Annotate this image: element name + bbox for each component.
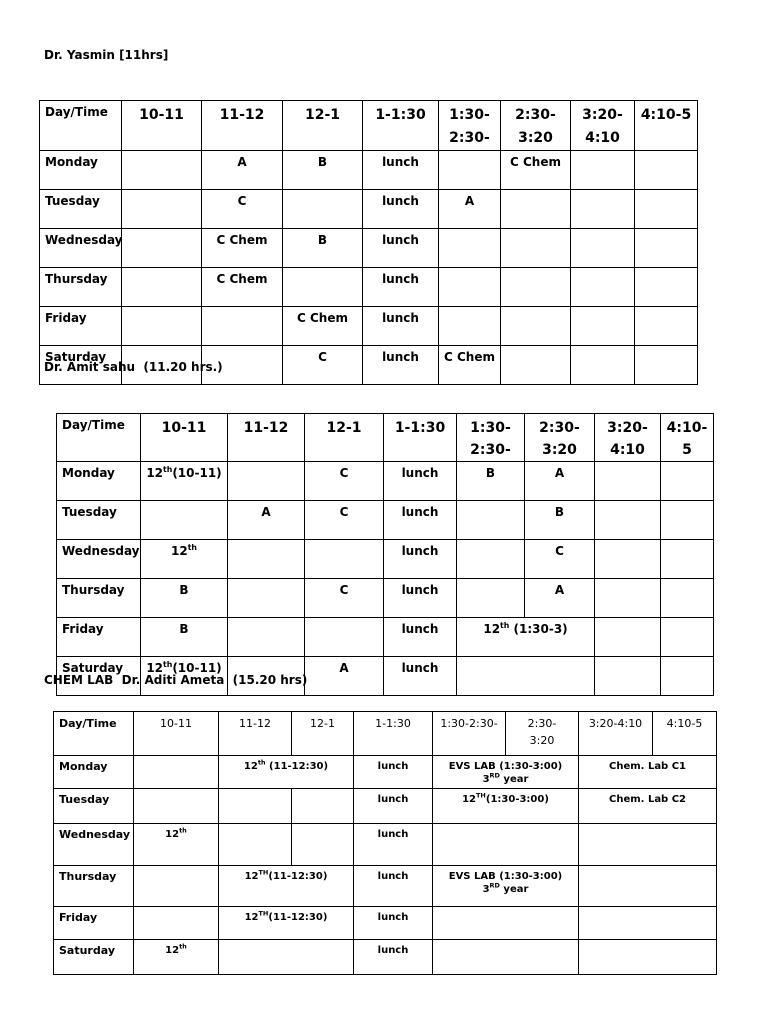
slot-cell: Chem. Lab C1 xyxy=(579,756,717,789)
day-cell: Tuesday xyxy=(57,501,141,540)
table-row xyxy=(54,866,717,907)
slot-cell xyxy=(579,940,717,975)
day-cell: Wednesday xyxy=(40,229,122,268)
header-cell: 11-12 xyxy=(228,414,305,462)
slot-cell xyxy=(501,190,571,229)
header-cell: 12-1 xyxy=(305,414,384,462)
header-cell: Day/Time xyxy=(57,414,141,462)
slot-cell xyxy=(202,307,283,346)
timetable-title-chem-lab: CHEM LAB Dr. Aditi Ameta (15.20 hrs) xyxy=(44,673,308,687)
slot-cell: C Chem xyxy=(202,229,283,268)
slot-cell: C xyxy=(525,540,595,579)
header-cell: 3:20- 4:10 xyxy=(571,101,635,151)
slot-cell xyxy=(571,268,635,307)
slot-cell xyxy=(433,824,579,866)
table-row xyxy=(54,824,717,866)
slot-cell xyxy=(501,229,571,268)
slot-cell xyxy=(122,307,202,346)
table-row xyxy=(40,229,698,268)
slot-cell: lunch xyxy=(354,756,433,789)
day-cell: Friday xyxy=(54,907,134,940)
slot-cell: EVS LAB (1:30-3:00) 3RD year xyxy=(433,756,579,789)
header-cell: 1-1:30 xyxy=(384,414,457,462)
day-cell: Saturday xyxy=(57,657,141,696)
slot-cell: A xyxy=(525,579,595,618)
slot-cell xyxy=(134,756,219,789)
slot-cell xyxy=(635,346,698,385)
slot-cell: C xyxy=(305,462,384,501)
header-cell: 2:30- 3:20 xyxy=(525,414,595,462)
slot-cell: C Chem xyxy=(439,346,501,385)
table-row xyxy=(57,540,714,579)
slot-cell xyxy=(579,907,717,940)
day-cell: Saturday xyxy=(54,940,134,975)
slot-cell xyxy=(661,618,714,657)
slot-cell: A xyxy=(439,190,501,229)
slot-cell: lunch xyxy=(363,346,439,385)
header-cell: 3:20-4:10 xyxy=(579,712,653,756)
header-cell: Day/Time xyxy=(54,712,134,756)
slot-cell xyxy=(501,307,571,346)
slot-cell xyxy=(595,540,661,579)
header-cell: 1:30-2:30- xyxy=(433,712,506,756)
table-row xyxy=(54,940,717,975)
header-row xyxy=(54,712,717,756)
table-row xyxy=(57,462,714,501)
slot-cell xyxy=(571,307,635,346)
slot-cell: Chem. Lab C2 xyxy=(579,789,717,824)
slot-cell: A xyxy=(305,657,384,696)
header-row xyxy=(40,101,698,151)
slot-cell: C xyxy=(202,190,283,229)
day-cell: Tuesday xyxy=(54,789,134,824)
slot-cell xyxy=(457,501,525,540)
slot-cell xyxy=(219,824,292,866)
slot-cell xyxy=(439,229,501,268)
slot-cell xyxy=(292,824,354,866)
day-cell: Thursday xyxy=(54,866,134,907)
slot-cell xyxy=(292,789,354,824)
slot-cell xyxy=(228,579,305,618)
slot-cell: 12th (1:30-3) xyxy=(457,618,595,657)
slot-cell: lunch xyxy=(354,866,433,907)
slot-cell xyxy=(595,462,661,501)
slot-cell: 12th (11-12:30) xyxy=(219,756,354,789)
slot-cell xyxy=(635,229,698,268)
slot-cell: lunch xyxy=(354,907,433,940)
slot-cell: C Chem xyxy=(501,151,571,190)
slot-cell: lunch xyxy=(354,824,433,866)
slot-cell: lunch xyxy=(384,618,457,657)
header-row xyxy=(57,414,714,462)
slot-cell xyxy=(571,346,635,385)
slot-cell: C xyxy=(305,579,384,618)
header-cell: 3:20- 4:10 xyxy=(595,414,661,462)
day-cell: Saturday xyxy=(40,346,122,385)
slot-cell: A xyxy=(228,501,305,540)
header-cell: 4:10-5 xyxy=(653,712,717,756)
header-cell: 1:30- 2:30- xyxy=(457,414,525,462)
timetable-title-amit-sahu: Dr. Amit sahu (11.20 hrs.) xyxy=(44,360,223,374)
slot-cell xyxy=(571,229,635,268)
slot-cell xyxy=(122,229,202,268)
timetable-yasmin xyxy=(39,100,698,385)
slot-cell xyxy=(661,657,714,696)
header-cell: 1-1:30 xyxy=(354,712,433,756)
slot-cell: 12th(10-11) xyxy=(141,657,228,696)
slot-cell xyxy=(219,940,354,975)
header-cell: 11-12 xyxy=(202,101,283,151)
slot-cell xyxy=(134,866,219,907)
slot-cell xyxy=(305,618,384,657)
slot-cell xyxy=(228,540,305,579)
table-row xyxy=(40,307,698,346)
day-cell: Wednesday xyxy=(57,540,141,579)
slot-cell: A xyxy=(525,462,595,501)
slot-cell: B xyxy=(283,229,363,268)
header-cell: 2:30- 3:20 xyxy=(506,712,579,756)
header-cell: 10-11 xyxy=(134,712,219,756)
slot-cell: C Chem xyxy=(283,307,363,346)
day-cell: Monday xyxy=(40,151,122,190)
header-cell: 1:30- 2:30- xyxy=(439,101,501,151)
slot-cell: lunch xyxy=(363,307,439,346)
slot-cell xyxy=(228,618,305,657)
day-cell: Monday xyxy=(54,756,134,789)
slot-cell: lunch xyxy=(384,540,457,579)
slot-cell: B xyxy=(457,462,525,501)
slot-cell: lunch xyxy=(354,940,433,975)
slot-cell xyxy=(219,789,292,824)
day-cell: Friday xyxy=(40,307,122,346)
day-cell: Thursday xyxy=(40,268,122,307)
slot-cell: C xyxy=(305,501,384,540)
slot-cell xyxy=(661,540,714,579)
slot-cell xyxy=(661,579,714,618)
slot-cell: 12th(10-11) xyxy=(141,462,228,501)
header-cell: 12-1 xyxy=(283,101,363,151)
header-cell: 1-1:30 xyxy=(363,101,439,151)
slot-cell xyxy=(141,501,228,540)
slot-cell xyxy=(283,268,363,307)
slot-cell xyxy=(635,151,698,190)
slot-cell xyxy=(661,501,714,540)
slot-cell: lunch xyxy=(354,789,433,824)
slot-cell: 12th xyxy=(134,824,219,866)
slot-cell: 12TH(11-12:30) xyxy=(219,907,354,940)
slot-cell xyxy=(457,579,525,618)
header-cell: 12-1 xyxy=(292,712,354,756)
slot-cell: 12th xyxy=(134,940,219,975)
slot-cell xyxy=(457,540,525,579)
slot-cell xyxy=(228,462,305,501)
slot-cell: A xyxy=(202,151,283,190)
slot-cell xyxy=(579,824,717,866)
slot-cell xyxy=(595,657,661,696)
slot-cell: lunch xyxy=(384,501,457,540)
slot-cell: lunch xyxy=(363,229,439,268)
slot-cell xyxy=(439,268,501,307)
header-cell: 11-12 xyxy=(219,712,292,756)
slot-cell xyxy=(439,307,501,346)
slot-cell: lunch xyxy=(384,657,457,696)
slot-cell: 12th xyxy=(141,540,228,579)
slot-cell: B xyxy=(141,579,228,618)
header-cell: 10-11 xyxy=(141,414,228,462)
table-row xyxy=(57,618,714,657)
table-row xyxy=(57,579,714,618)
slot-cell xyxy=(661,462,714,501)
slot-cell xyxy=(501,346,571,385)
slot-cell xyxy=(635,190,698,229)
day-cell: Tuesday xyxy=(40,190,122,229)
slot-cell: C xyxy=(283,346,363,385)
timetable-amit-sahu xyxy=(56,413,714,696)
day-cell: Thursday xyxy=(57,579,141,618)
slot-cell: lunch xyxy=(363,268,439,307)
timetable-chem-lab xyxy=(53,711,717,975)
slot-cell xyxy=(595,579,661,618)
table-row xyxy=(40,151,698,190)
slot-cell xyxy=(134,907,219,940)
header-cell: 2:30- 3:20 xyxy=(501,101,571,151)
slot-cell: B xyxy=(283,151,363,190)
header-cell: Day/Time xyxy=(40,101,122,151)
slot-cell xyxy=(433,907,579,940)
table-row xyxy=(54,789,717,824)
slot-cell xyxy=(283,190,363,229)
slot-cell: B xyxy=(525,501,595,540)
slot-cell xyxy=(579,866,717,907)
slot-cell: lunch xyxy=(384,579,457,618)
slot-cell xyxy=(122,268,202,307)
slot-cell: lunch xyxy=(363,190,439,229)
slot-cell xyxy=(122,151,202,190)
slot-cell: EVS LAB (1:30-3:00) 3RD year xyxy=(433,866,579,907)
table-row xyxy=(57,501,714,540)
slot-cell xyxy=(433,940,579,975)
slot-cell xyxy=(439,151,501,190)
slot-cell xyxy=(501,268,571,307)
table-row xyxy=(54,907,717,940)
slot-cell: C Chem xyxy=(202,268,283,307)
slot-cell: lunch xyxy=(384,462,457,501)
slot-cell xyxy=(457,657,595,696)
slot-cell xyxy=(635,307,698,346)
slot-cell xyxy=(571,151,635,190)
timetable-title-yasmin: Dr. Yasmin [11hrs] xyxy=(44,48,169,62)
slot-cell xyxy=(635,268,698,307)
table-row xyxy=(40,190,698,229)
table-row xyxy=(54,756,717,789)
slot-cell xyxy=(571,190,635,229)
header-cell: 10-11 xyxy=(122,101,202,151)
slot-cell xyxy=(595,501,661,540)
table-row xyxy=(40,268,698,307)
slot-cell xyxy=(134,789,219,824)
slot-cell xyxy=(305,540,384,579)
header-cell: 4:10-5 xyxy=(635,101,698,151)
day-cell: Wednesday xyxy=(54,824,134,866)
slot-cell: lunch xyxy=(363,151,439,190)
day-cell: Monday xyxy=(57,462,141,501)
slot-cell xyxy=(122,190,202,229)
slot-cell: 12TH(11-12:30) xyxy=(219,866,354,907)
slot-cell xyxy=(595,618,661,657)
slot-cell: B xyxy=(141,618,228,657)
slot-cell: 12TH(1:30-3:00) xyxy=(433,789,579,824)
header-cell: 4:10- 5 xyxy=(661,414,714,462)
day-cell: Friday xyxy=(57,618,141,657)
